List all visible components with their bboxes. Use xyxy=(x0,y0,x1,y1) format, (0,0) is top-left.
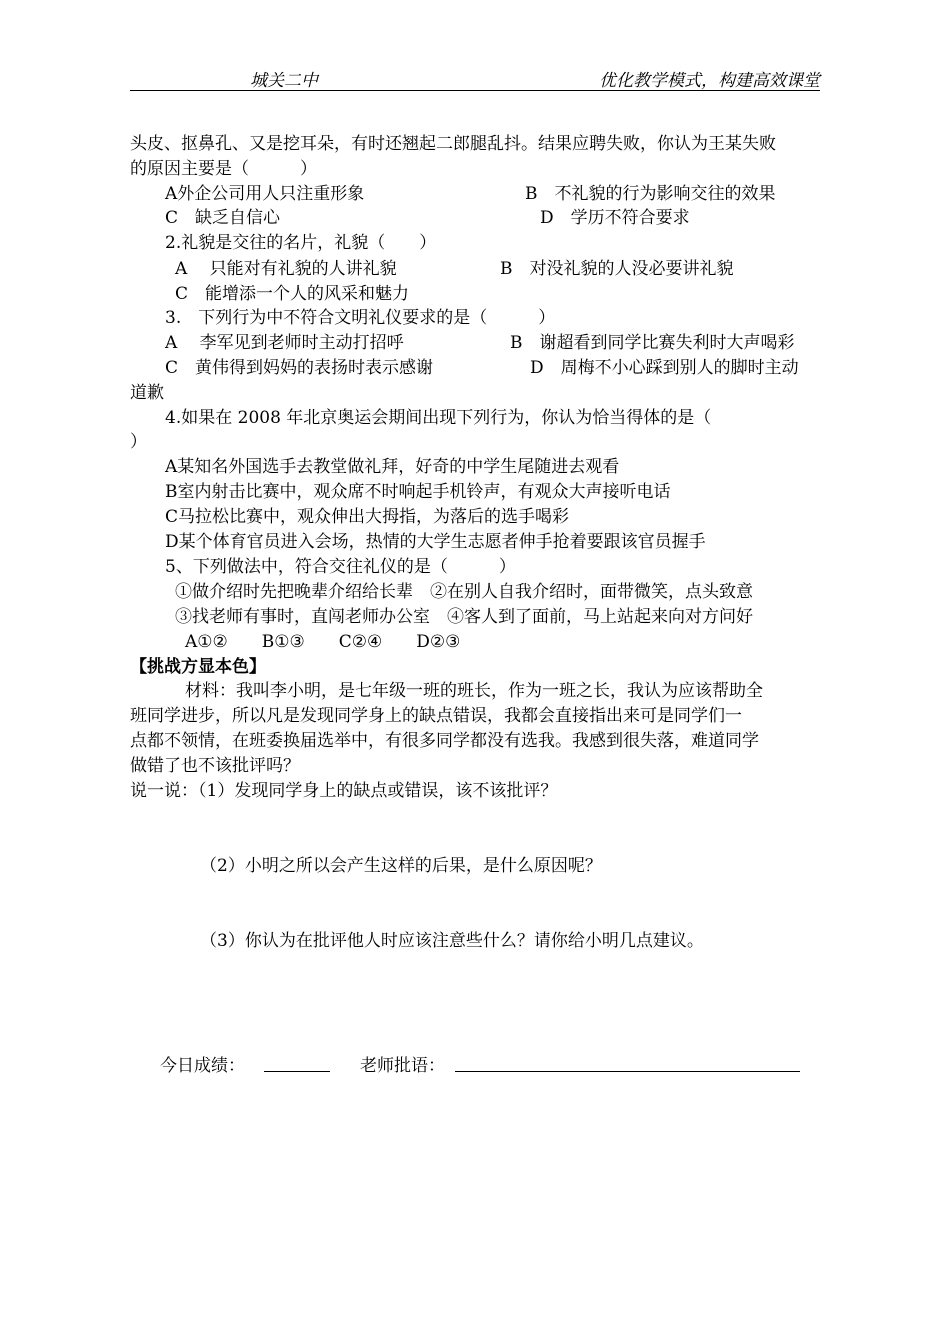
header-slogan: 优化教学模式，构建高效课堂 xyxy=(599,71,820,91)
q1-option-c: C 缺乏自信心 xyxy=(165,208,281,228)
q5-stem: 5、下列做法中，符合交往礼仪的是（ ） xyxy=(165,557,516,577)
q3-option-c: C 黄伟得到妈妈的表扬时表示感谢 xyxy=(165,358,434,378)
q5-line1: ①做介绍时先把晚辈介绍给长辈 ②在别人自我介绍时，面带微笑，点头致意 xyxy=(175,582,753,602)
score-field[interactable] xyxy=(264,1055,330,1078)
q3-option-a: A 李军见到老师时主动打招呼 xyxy=(165,333,404,353)
q4-stem: 4.如果在 2008 年北京奥运会期间出现下列行为，你认为恰当得体的是（ xyxy=(165,408,712,428)
q1-option-a: A外企公司用人只注重形象 xyxy=(165,184,365,204)
q1-stem-line2: 的原因主要是（ ） xyxy=(130,159,317,179)
teacher-comment-label: 老师批语： xyxy=(360,1056,445,1076)
challenge-question-3: （3）你认为在批评他人时应该注意些什么？请你给小明几点建议。 xyxy=(200,931,704,951)
challenge-question-1: 说一说：（1）发现同学身上的缺点或错误，该不该批评？ xyxy=(130,781,558,801)
q2-option-a: A 只能对有礼貌的人讲礼貌 xyxy=(175,259,397,279)
header-school: 城关二中 xyxy=(250,71,318,91)
q1-option-b: B 不礼貌的行为影响交往的效果 xyxy=(525,184,776,204)
header-rule xyxy=(130,90,820,91)
q3-stem: 3. 下列行为中不符合文明礼仪要求的是（ ） xyxy=(165,308,556,328)
q5-options: A①② B①③ C②④ D②③ xyxy=(185,632,461,652)
q3-option-d: D 周梅不小心踩到别人的脚时主动 xyxy=(530,358,799,378)
q3-option-d-cont: 道歉 xyxy=(130,383,164,403)
score-label: 今日成绩： xyxy=(160,1056,245,1076)
q1-option-d: D 学历不符合要求 xyxy=(540,208,690,228)
q4-option-c: C马拉松比赛中，观众伸出大拇指，为落后的选手喝彩 xyxy=(165,507,570,527)
q4-stem-cont: ） xyxy=(130,432,147,452)
q2-option-c: C 能增添一个人的风采和魅力 xyxy=(175,284,410,304)
q5-line2: ③找老师有事时，直闯老师办公室 ④客人到了面前，马上站起来向对方问好 xyxy=(175,607,753,627)
q4-option-a: A某知名外国选手去教堂做礼拜，好奇的中学生尾随进去观看 xyxy=(165,457,620,477)
q3-option-b: B 谢超看到同学比赛失利时大声喝彩 xyxy=(510,333,795,353)
q4-option-b: B室内射击比赛中，观众席不时响起手机铃声，有观众大声接听电话 xyxy=(165,482,671,502)
challenge-material-line3: 点都不领情，在班委换届选举中，有很多同学都没有选我。我感到很失落，难道同学 xyxy=(130,731,759,751)
challenge-material-line2: 班同学进步，所以凡是发现同学身上的缺点错误，我都会直接指出来可是同学们一 xyxy=(130,706,742,726)
challenge-question-2: （2）小明之所以会产生这样的后果，是什么原因呢？ xyxy=(200,856,602,876)
q4-option-d: D某个体育官员进入会场，热情的大学生志愿者伸手抢着要跟该官员握手 xyxy=(165,532,706,552)
q2-stem: 2.礼貌是交往的名片，礼貌（ ） xyxy=(165,233,437,253)
q1-stem-line1: 头皮、抠鼻孔、又是挖耳朵，有时还翘起二郎腿乱抖。结果应聘失败，你认为王某失败 xyxy=(130,134,776,154)
q2-option-b: B 对没礼貌的人没必要讲礼貌 xyxy=(500,259,734,279)
teacher-comment-field[interactable] xyxy=(455,1055,800,1078)
challenge-material-line4: 做错了也不该批评吗？ xyxy=(130,756,300,776)
challenge-material-line1: 材料：我叫李小明，是七年级一班的班长，作为一班之长，我认为应该帮助全 xyxy=(185,681,763,701)
challenge-heading: 【挑战方显本色】 xyxy=(130,657,266,677)
